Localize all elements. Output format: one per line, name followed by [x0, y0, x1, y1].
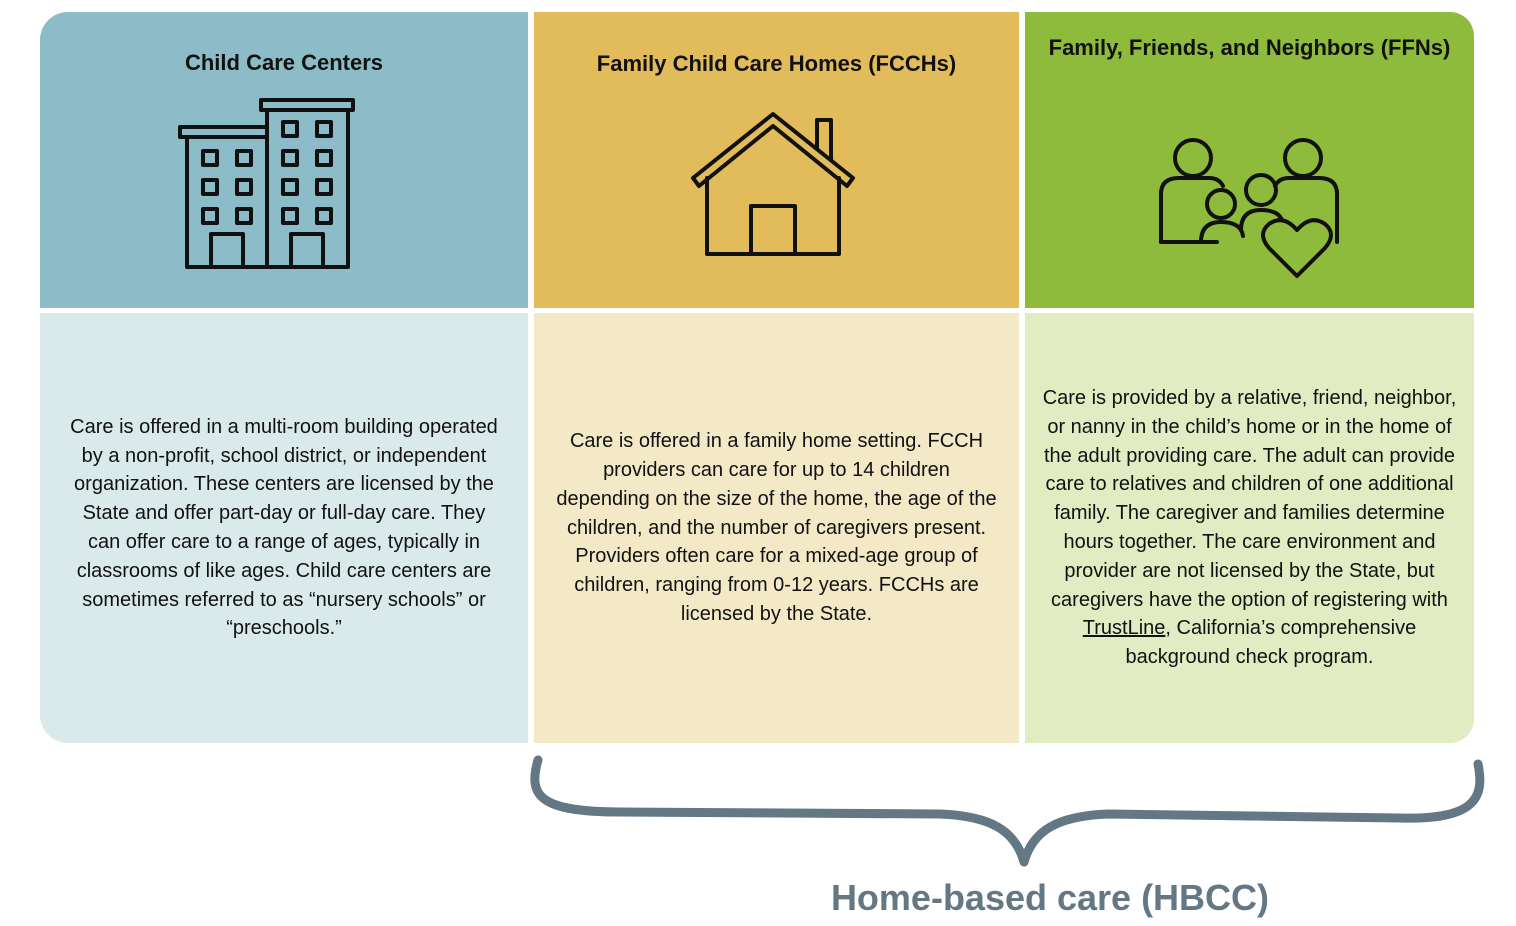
fcch-title: Family Child Care Homes (FCCHs) — [596, 51, 957, 76]
ffn-header — [1025, 12, 1474, 308]
centers-header — [40, 12, 528, 308]
fcch-body — [534, 313, 1019, 743]
brace-path — [535, 760, 1480, 862]
fcch-header — [534, 12, 1019, 308]
house-icon — [689, 108, 859, 258]
centers-body — [40, 313, 528, 743]
hbcc-label: Home-based care (HBCC) — [830, 877, 1270, 918]
ffn-description — [1037, 384, 1462, 672]
ffn-body — [1025, 313, 1474, 743]
ffn-title: Family, Friends, and Neighbors (FFNs) — [1048, 35, 1451, 60]
family-heart-icon — [1157, 124, 1342, 284]
curly-brace-icon — [520, 750, 1500, 875]
trustline-link[interactable]: TrustLine — [1082, 617, 1166, 640]
ffn-description-part1: Care is provided by a relative, friend, neighbor, or nanny in the child’s home or in the home of the adult providing care. The adult can provide care to relatives and children of one additional family. The caregiver and families determine hours together. The care environment and provider are not licensed by the State, but caregivers have the option of registering with — [1042, 387, 1457, 611]
centers-title: Child Care Centers — [184, 50, 384, 75]
building-icon — [175, 94, 355, 274]
ffn-description-part2: , California’s comprehensive background check program. — [1125, 617, 1417, 669]
fcch-description: Care is offered in a family home setting. FCCH providers can care for up to 14 children depending on the size of the home, the age of the children, and the number of caregivers present. Providers often care for a mixed-age group of children, ranging from 0-12 years. FCCHs are licensed by the State. — [556, 430, 997, 625]
centers-description: Care is offered in a multi-room building operated by a non-profit, school district, or independent organization. These centers are licensed by the State and offer part-day or full-day care. They can offer care to a range of ages, typically in classrooms of like ages. Child care centers are sometimes referred to as “nursery schools” or “preschools.” — [70, 415, 498, 640]
